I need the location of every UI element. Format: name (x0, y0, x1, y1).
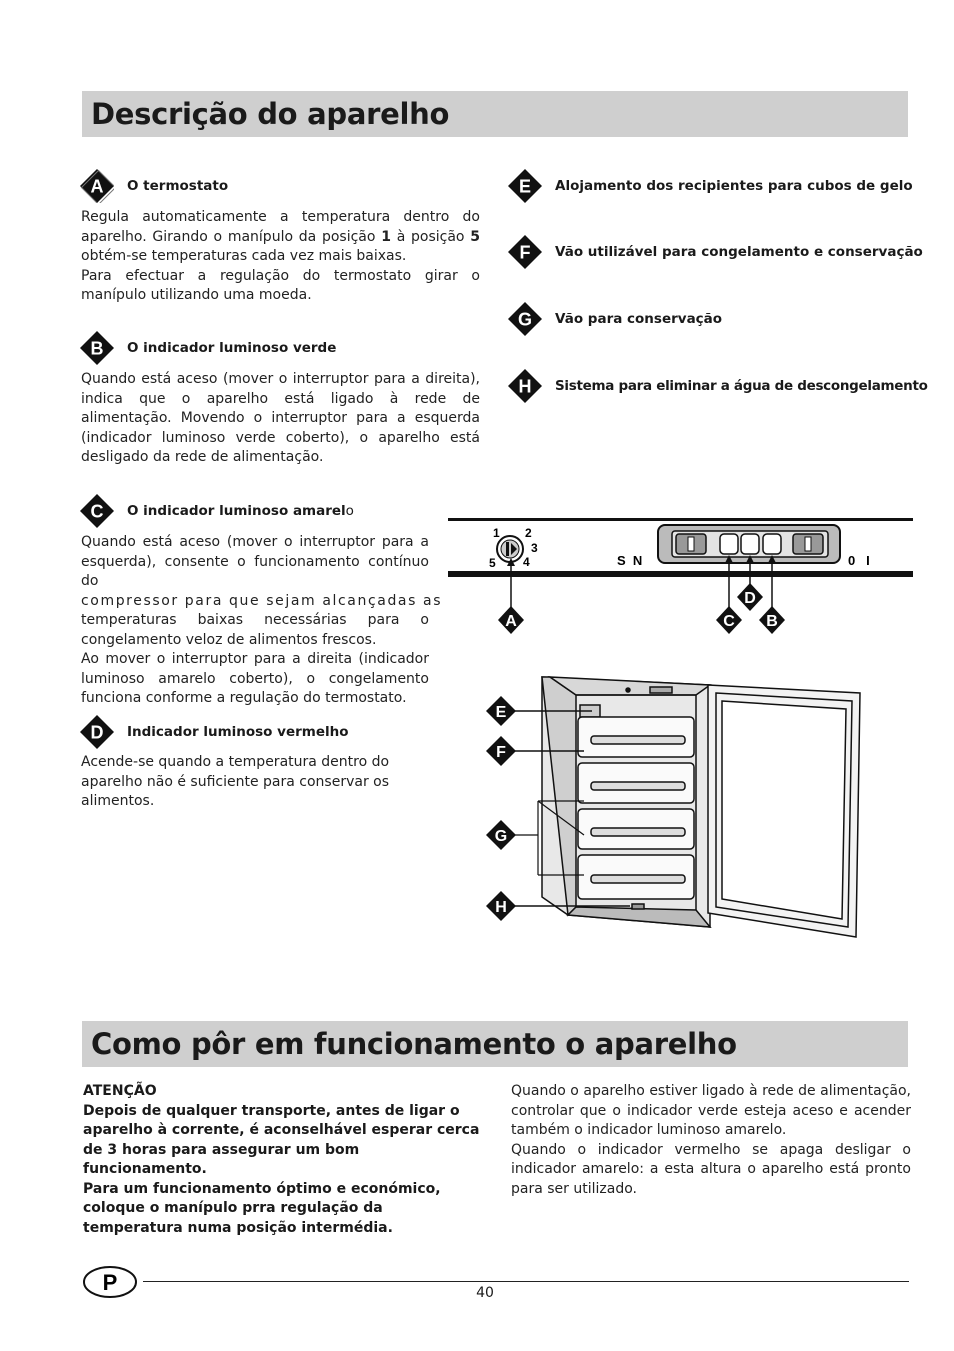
section-banner-startup (82, 1021, 908, 1067)
section-banner-description (82, 91, 908, 137)
diamond-letter: D (90, 722, 104, 743)
callout-c-icon (716, 606, 742, 634)
callout-e-icon (486, 696, 516, 726)
svg-text:A: A (505, 613, 517, 630)
attention-p1: Depois de qualquer transporte, antes de ligar o aparelho à corrente, é aconselhável esperar cerca de 3 horas para assegurar um bom funcionamento. (83, 1102, 480, 1177)
item-c-p1a: Quando está aceso (mover o interruptor para a esquerda), consente o funcionamento contínuo do (81, 534, 429, 589)
item-a-p2: Para efectuar a regulação do termostato girar o manípulo utilizando uma moeda. (81, 267, 480, 303)
thermostat-dial-icon (497, 536, 523, 562)
item-a-heading (80, 169, 228, 203)
item-a-text (81, 208, 480, 306)
freezer-door (708, 685, 860, 937)
svg-text:D: D (744, 590, 756, 607)
callout-a-icon (498, 606, 524, 634)
dial-number-5: 5 (489, 556, 496, 570)
attention-block (83, 1082, 485, 1238)
attention-p2: Para um funcionamento óptimo e económico, coloque o manípulo prra regulação da temperatura numa posição intermédia. (83, 1180, 441, 1236)
svg-text:B: B (766, 613, 778, 630)
attention-heading: ATENÇÃO (83, 1083, 157, 1099)
switch-left-labels: S N (617, 553, 643, 568)
item-b-heading (80, 331, 336, 365)
svg-text:F: F (496, 744, 506, 761)
diamond-letter: G (517, 309, 533, 330)
item-c-p1b: compressor para que sejam alcançadas as (81, 592, 443, 609)
diamond-c-icon (80, 494, 114, 528)
item-c-heading (80, 494, 354, 528)
item-d-title: Indicador luminoso vermelho (127, 724, 349, 740)
item-f-heading (508, 235, 923, 269)
lamp-yellow (720, 534, 738, 554)
svg-text:G: G (494, 828, 508, 845)
item-d-p1: Acende-se quando a temperatura dentro do aparelho não é suficiente para conservar os alimentos. (81, 754, 390, 809)
control-panel-diagram (445, 510, 915, 640)
svg-text:C: C (723, 613, 735, 630)
item-c-p1c: temperaturas baixas necessárias para o congelamento veloz de alimentos frescos. (81, 612, 429, 648)
diamond-b-icon (80, 331, 114, 365)
item-b-p1: Quando está aceso (mover o interruptor para a direita), indica que o aparelho está ligado à rede de alimentação. Movendo o interruptor para a esquerda (indicador luminoso verde coberto), o aparelho está desligado da rede de alimentação. (81, 371, 480, 465)
page-number: 40 (476, 1285, 494, 1301)
diamond-letter: F (519, 242, 531, 263)
item-c-title-tail: o (345, 503, 354, 519)
language-badge (82, 1265, 138, 1299)
item-a-p1-mid: à posição (390, 228, 471, 245)
callout-d-icon (737, 583, 763, 611)
diamond-letter: A (90, 176, 104, 197)
item-a-p1-post: obtém-se temperaturas cada vez mais baixas. (81, 248, 407, 264)
item-c-text (81, 533, 443, 709)
item-h-heading (508, 369, 928, 403)
callout-b-icon (759, 606, 785, 634)
diamond-a-icon (80, 169, 114, 203)
startup-instructions (511, 1082, 911, 1199)
position-5: 5 (470, 228, 480, 245)
item-f-title: Vão utilizável para congelamento e conservação (555, 244, 923, 260)
lamp-red (741, 534, 759, 554)
diamond-letter: B (90, 338, 104, 359)
diamond-f-icon (508, 235, 542, 269)
diamond-d-icon (80, 715, 114, 749)
dial-number-3: 3 (531, 541, 538, 555)
freezer-drawers (578, 717, 694, 909)
item-b-title: O indicador luminoso verde (127, 340, 337, 356)
diamond-h-icon (508, 369, 542, 403)
panel-top-edge (448, 518, 913, 521)
footer-rule (143, 1281, 909, 1282)
diamond-g-icon (508, 302, 542, 336)
language-badge-letter: P (102, 1270, 118, 1295)
item-d-text (81, 753, 429, 812)
item-e-title: Alojamento dos recipientes para cubos de gelo (555, 178, 913, 194)
item-c-title-main: O indicador luminoso amarel (127, 503, 346, 519)
svg-text:H: H (495, 899, 507, 916)
diamond-letter: H (518, 376, 532, 397)
item-b-text (81, 370, 480, 468)
startup-p2: Quando o indicador vermelho se apaga desligar o indicador amarelo: a esta altura o aparelho está pronto para ser utilizado. (511, 1141, 911, 1197)
item-e-heading (508, 169, 913, 203)
item-c-title (127, 503, 354, 519)
item-a-title: O termostato (127, 178, 229, 194)
dial-number-1: 1 (493, 526, 500, 540)
item-g-heading (508, 302, 722, 336)
item-d-heading (80, 715, 349, 749)
diamond-e-icon (508, 169, 542, 203)
freezer-diagram (480, 665, 870, 945)
item-h-title: Sistema para eliminar a água de descongelamento (555, 378, 928, 394)
lamp-green (763, 534, 781, 554)
svg-text:E: E (495, 704, 507, 721)
callout-h-icon (486, 891, 516, 921)
position-1: 1 (381, 228, 391, 245)
diamond-letter: C (90, 501, 104, 522)
startup-p1: Quando o aparelho estiver ligado à rede de alimentação, controlar que o indicador verde esteja aceso e acender também o indicador luminoso amarelo. (511, 1083, 911, 1138)
item-c-p2: Ao mover o interruptor para a direita (indicador luminoso amarelo coberto), o congelamento funciona conforme a regulação do termostato. (81, 651, 429, 706)
dial-number-4: 4 (523, 555, 530, 569)
item-g-title: Vão para conservação (555, 311, 723, 327)
section-title: Como pôr em funcionamento o aparelho (91, 1027, 737, 1061)
dial-number-2: 2 (525, 526, 532, 540)
item-a-p1-pre: Regula automaticamente a temperatura dentro do aparelho. Girando o manípulo da posição (81, 209, 480, 245)
panel-bottom-edge (448, 571, 913, 577)
diamond-letter: E (518, 176, 532, 197)
switch-right-labels: 0 I (848, 553, 870, 568)
callout-g-icon (486, 820, 516, 850)
section-title: Descrição do aparelho (91, 97, 450, 131)
callout-f-icon (486, 736, 516, 766)
